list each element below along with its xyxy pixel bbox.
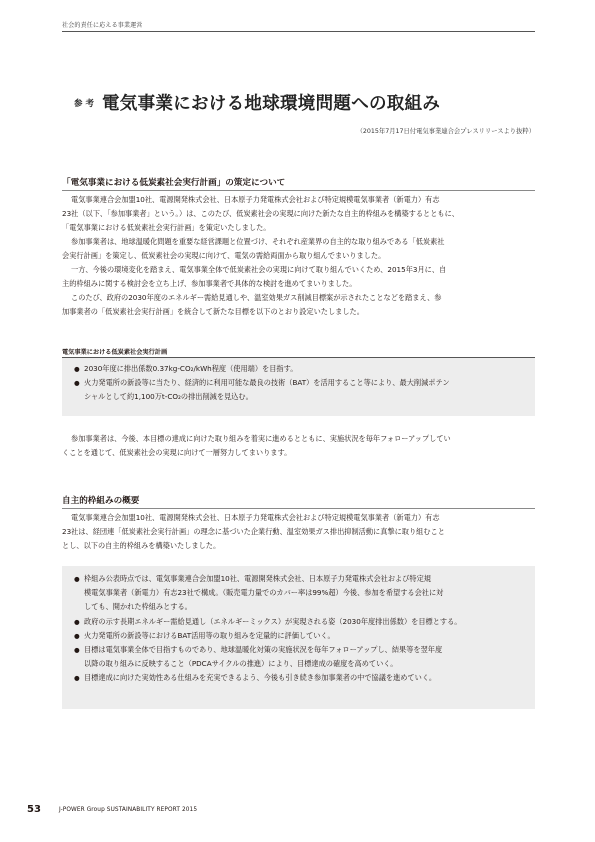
section2-body bbox=[62, 511, 535, 553]
text-line: 電気事業連合会加盟10社、電源開発株式会社、日本原子力発電株式会社および特定規模電気事業者（新電力）有志 bbox=[71, 195, 440, 204]
list-item bbox=[74, 572, 530, 615]
text-line: 23社（以下、「参加事業者」という。）は、このたび、低炭素社会の実現に向けた新たな自主的枠組みを構築するとともに、 bbox=[62, 209, 459, 218]
reference-tag: 参考 bbox=[74, 99, 98, 109]
list-item bbox=[74, 615, 530, 629]
text-line: 23社は、経団連「低炭素社会実行計画」の理念に基づいた企業行動、温室効果ガス排出抑制活動に真摯に取り組むこと bbox=[62, 527, 445, 536]
text-line: 参加事業者は、今後、本目標の達成に向けた取り組みを着実に進めるとともに、実施状況を毎年フォローアップしてい bbox=[71, 434, 451, 443]
text-line: 参加事業者は、地球温暖化問題を重要な経営課題と位置づけ、それぞれ産業界の自主的な取り組みである「低炭素社 bbox=[71, 237, 445, 246]
text-line: 目標は電気事業全体で目指すものであり、地球温暖化対策の実施状況を毎年フォローアップし、結果等を翌年度 bbox=[84, 645, 443, 655]
bullet-icon: ● bbox=[74, 379, 80, 388]
text-line: 一方、今後の環境変化を踏まえ、電気事業全体で低炭素社会の実現に向けて取り組んでいくため、2015年3月に、自 bbox=[71, 265, 447, 274]
bullet-icon: ● bbox=[74, 631, 80, 640]
list-item bbox=[74, 671, 530, 685]
text-line: しても、開かれた枠組みとする。 bbox=[84, 602, 192, 612]
list-item bbox=[74, 376, 530, 404]
text-line: 会実行計画」を策定し、低炭素社会の実現に向けて、電気の需給両面から取り組んでまいりました。 bbox=[62, 251, 386, 260]
text-line: 火力発電所の新設等におけるBAT活用等の取り組みを定量的に評価していく。 bbox=[84, 630, 335, 640]
source-note: （2015年7月17日付電気事業連合会プレスリリースより抜粋） bbox=[356, 128, 535, 135]
bullet-icon: ● bbox=[74, 646, 80, 655]
page-title: 電気事業における地球環境問題への取組み bbox=[102, 94, 441, 114]
section-heading-rule bbox=[62, 508, 535, 509]
plan-box-caption: 電気事業における低炭素社会実行計画 bbox=[62, 349, 168, 356]
plan-bullets bbox=[74, 362, 530, 405]
title-block bbox=[62, 90, 535, 112]
text-line: このたび、政府の2030年度のエネルギー需給見通しや、温室効果ガス削減目標案が示されたことなどを踏まえ、参 bbox=[71, 293, 442, 302]
text-line: 2030年度に排出係数0.37kg-CO₂/kWh程度（使用端）を目指す。 bbox=[84, 364, 298, 373]
bullet-icon: ● bbox=[74, 674, 80, 683]
text-line: 政府の示す長期エネルギー需給見通し（エネルギーミックス）が実現される姿（2030年度排出係数）を目標とする。 bbox=[84, 616, 462, 626]
text-line: とし、以下の自主的枠組みを構築いたしました。 bbox=[62, 541, 221, 550]
header-divider bbox=[62, 31, 535, 32]
list-item bbox=[74, 643, 530, 671]
text-line: 主的枠組みに関する検討会を立ち上げ、参加事業者で具体的な検討を進めてまいりました。 bbox=[62, 279, 357, 288]
section-heading-rule bbox=[62, 190, 535, 191]
text-line: 火力発電所の新設等に当たり、経済的に利用可能な最良の技術（BAT）を活用すること等により、最大削減ポテン bbox=[84, 378, 450, 388]
text-line: シャルとして約1,100万t-CO₂の排出削減を見込む。 bbox=[84, 392, 253, 402]
text-line: 枠組み公表時点では、電気事業連合会加盟10社、電源開発株式会社、日本原子力発電株式会社および特定規 bbox=[84, 574, 431, 583]
list-item bbox=[74, 629, 530, 643]
text-line: 加事業者の「低炭素社会実行計画」を統合して新たな目標を以下のとおり設定いたしました。 bbox=[62, 307, 364, 316]
section-heading-framework: 自主的枠組みの概要 bbox=[62, 496, 140, 506]
list-item bbox=[74, 362, 530, 376]
bullet-icon: ● bbox=[74, 365, 80, 373]
section1-body bbox=[62, 193, 535, 319]
framework-bullets bbox=[74, 572, 530, 686]
text-line: 以降の取り組みに反映すること（PDCAサイクルの推進）により、目標達成の確度を高めていく。 bbox=[84, 659, 398, 669]
bullet-icon: ● bbox=[74, 575, 80, 583]
report-name: J-POWER Group SUSTAINABILITY REPORT 2015 bbox=[59, 807, 198, 813]
section-heading-plan: 「電気事業における低炭素社会実行計画」の策定について bbox=[62, 178, 286, 188]
text-line: 模電気事業者（新電力）有志23社で構成。（販売電力量でのカバー率は99%超）今後、参加を希望する会社に対 bbox=[84, 588, 444, 598]
text-line: 「電気事業における低炭素社会実行計画」を策定いたしました。 bbox=[62, 223, 271, 232]
text-line: 電気事業連合会加盟10社、電源開発株式会社、日本原子力発電株式会社および特定規模電気事業者（新電力）有志 bbox=[71, 513, 440, 522]
section-label: 社会的責任に応える事業運営 bbox=[62, 22, 143, 29]
closing-paragraph bbox=[62, 432, 535, 460]
text-line: 目標達成に向けた実効性ある仕組みを充実できるよう、今後も引き続き参加事業者の中で協議を進めていく。 bbox=[84, 673, 437, 683]
page-number: 53 bbox=[27, 804, 41, 815]
text-line: くことを通じて、低炭素社会の実現に向けて一層努力してまいります。 bbox=[62, 448, 292, 457]
bullet-icon: ● bbox=[74, 617, 80, 626]
